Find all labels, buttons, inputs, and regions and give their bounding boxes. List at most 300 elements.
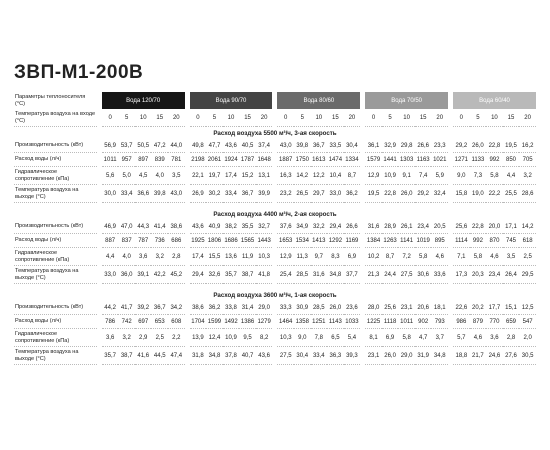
table-cell: 1169	[344, 234, 361, 248]
table-cell: 793	[431, 315, 448, 329]
table-cell: 38,6	[168, 220, 185, 234]
table-cell: 36,0	[118, 266, 135, 284]
temp-header: 0	[102, 109, 119, 127]
table-cell: 21,3	[365, 266, 382, 284]
table-cell: 986	[453, 315, 470, 329]
table-cell: 1011	[398, 315, 415, 329]
table-cell: 10,3	[256, 248, 273, 266]
table-cell: 6,9	[382, 329, 399, 347]
table-cell: 37,4	[256, 139, 273, 153]
temp-header: 0	[365, 109, 382, 127]
table-cell: 9,5	[239, 329, 256, 347]
table-cell: 837	[118, 234, 135, 248]
temp-header: 20	[431, 109, 448, 127]
table-cell: 20,5	[431, 220, 448, 234]
table-cell: 27,5	[277, 347, 294, 365]
temp-header: 10	[398, 109, 415, 127]
table-cell: 29,2	[415, 185, 432, 203]
table-cell: 25,5	[503, 185, 520, 203]
table-cell: 23,4	[486, 266, 503, 284]
table-cell: 41,6	[135, 347, 152, 365]
table-cell: 1924	[223, 153, 240, 167]
table-cell: 25,6	[453, 220, 470, 234]
table-cell: 22,8	[470, 220, 487, 234]
table-cell: 24,6	[486, 347, 503, 365]
table-cell: 736	[151, 234, 168, 248]
page-title: ЗВП-М1-200В	[14, 62, 144, 83]
table-cell: 23,4	[415, 220, 432, 234]
table-cell: 3,7	[431, 329, 448, 347]
table-cell: 1386	[239, 315, 256, 329]
table-cell: 31,6	[311, 266, 328, 284]
temp-header: 10	[223, 109, 240, 127]
table-cell: 44,3	[135, 220, 152, 234]
temp-header: 0	[190, 109, 207, 127]
table-cell: 17,4	[190, 248, 207, 266]
table-cell: 3,6	[486, 329, 503, 347]
table-cell: 4,6	[486, 248, 503, 266]
table-cell: 7,4	[415, 167, 432, 185]
table-cell: 32,6	[206, 266, 223, 284]
table-cell: 33,5	[327, 139, 344, 153]
table-cell: 3,5	[503, 248, 520, 266]
table-cell: 8,1	[365, 329, 382, 347]
table-cell: 39,1	[135, 266, 152, 284]
table-cell: 992	[470, 234, 487, 248]
table-row	[14, 315, 536, 329]
table-cell: 46,9	[102, 220, 119, 234]
table-cell: 36,2	[206, 301, 223, 315]
table-cell: 20,3	[470, 266, 487, 284]
table-cell: 2198	[190, 153, 207, 167]
table-cell: 8,7	[382, 248, 399, 266]
table-cell: 32,9	[382, 139, 399, 153]
table-cell: 32,2	[311, 220, 328, 234]
spec-table	[14, 92, 536, 365]
table-cell: 33,0	[327, 185, 344, 203]
table-cell: 608	[168, 315, 185, 329]
table-cell: 25,6	[382, 301, 399, 315]
table-cell: 9,0	[453, 167, 470, 185]
table-cell: 28,5	[294, 266, 311, 284]
table-cell: 1441	[382, 153, 399, 167]
table-cell: 879	[470, 315, 487, 329]
table-cell: 22,8	[382, 185, 399, 203]
table-cell: 17,1	[503, 220, 520, 234]
table-row	[14, 220, 536, 234]
table-cell: 28,9	[382, 220, 399, 234]
table-cell: 11,9	[239, 248, 256, 266]
table-cell: 34,9	[294, 220, 311, 234]
table-cell: 27,6	[503, 347, 520, 365]
table-cell: 28,0	[365, 301, 382, 315]
table-cell: 5,7	[453, 329, 470, 347]
table-cell: 43,0	[168, 185, 185, 203]
water-header: Вода 120/70	[102, 92, 185, 109]
table-cell: 2,0	[519, 329, 536, 347]
table-cell: 40,5	[239, 139, 256, 153]
table-cell: 5,8	[486, 167, 503, 185]
table-cell: 1648	[256, 153, 273, 167]
table-cell: 1263	[382, 234, 399, 248]
table-cell: 30,9	[294, 301, 311, 315]
table-cell: 29,2	[453, 139, 470, 153]
row-label: Гидравлическое сопротивление (кПа)	[14, 167, 97, 185]
table-cell: 36,7	[311, 139, 328, 153]
table-cell: 53,7	[118, 139, 135, 153]
table-cell: 618	[519, 234, 536, 248]
table-cell: 2,8	[168, 248, 185, 266]
table-cell: 870	[486, 234, 503, 248]
table-cell: 28,5	[311, 301, 328, 315]
table-cell: 47,7	[206, 139, 223, 153]
temp-header: 15	[415, 109, 432, 127]
table-row	[14, 329, 536, 347]
table-cell: 10,4	[327, 167, 344, 185]
table-cell: 38,7	[118, 347, 135, 365]
row-label: Температура воздуха на выходе (°С)	[14, 266, 97, 284]
table-cell: 1163	[415, 153, 432, 167]
table-cell: 15,2	[239, 167, 256, 185]
table-cell: 34,2	[168, 301, 185, 315]
table-cell: 50,5	[135, 139, 152, 153]
temp-header: 15	[151, 109, 168, 127]
table-cell: 16,3	[277, 167, 294, 185]
table-cell: 1279	[256, 315, 273, 329]
table-cell: 36,1	[365, 139, 382, 153]
table-cell: 20,2	[470, 301, 487, 315]
table-cell: 43,6	[190, 220, 207, 234]
row-label: Расход воды (л/ч)	[14, 315, 97, 329]
table-row	[14, 248, 536, 266]
table-cell: 36,6	[135, 185, 152, 203]
table-cell: 39,9	[256, 185, 273, 203]
row-label: Производительность (кВт)	[14, 139, 97, 153]
table-cell: 17,7	[486, 301, 503, 315]
row-label: Температура воздуха на выходе (°С)	[14, 347, 97, 365]
table-cell: 34,8	[431, 347, 448, 365]
table-row	[14, 185, 536, 203]
table-cell: 44,0	[168, 139, 185, 153]
table-cell: 33,6	[431, 266, 448, 284]
table-cell: 2,9	[135, 329, 152, 347]
table-cell: 15,8	[453, 185, 470, 203]
table-cell: 22,1	[190, 167, 207, 185]
section-title: Расход воздуха 5500 м³/ч, 3-ая скорость	[213, 129, 337, 137]
table-cell: 1474	[327, 153, 344, 167]
table-cell: 29,4	[327, 220, 344, 234]
table-cell: 23,3	[431, 139, 448, 153]
table-cell: 47,4	[168, 347, 185, 365]
params-label: Параметры теплоносителя (°С)	[15, 94, 86, 107]
table-cell: 1358	[294, 315, 311, 329]
table-cell: 1292	[327, 234, 344, 248]
table-cell: 887	[102, 234, 119, 248]
table-cell: 28,6	[519, 185, 536, 203]
table-cell: 33,8	[223, 301, 240, 315]
table-cell: 56,9	[102, 139, 119, 153]
table-cell: 686	[168, 234, 185, 248]
table-cell: 33,4	[223, 185, 240, 203]
table-cell: 7,1	[453, 248, 470, 266]
table-cell: 27,5	[398, 266, 415, 284]
table-cell: 2,8	[503, 329, 520, 347]
table-cell: 13,1	[256, 167, 273, 185]
table-cell: 23,6	[344, 301, 361, 315]
table-cell: 12,5	[519, 301, 536, 315]
table-cell: 1565	[239, 234, 256, 248]
table-cell: 1019	[415, 234, 432, 248]
table-cell: 29,4	[190, 266, 207, 284]
row-label: Расход воды (л/ч)	[14, 153, 97, 167]
table-cell: 786	[102, 315, 119, 329]
table-cell: 37,6	[277, 220, 294, 234]
table-cell: 2,2	[168, 329, 185, 347]
table-cell: 49,8	[190, 139, 207, 153]
table-cell: 23,1	[365, 347, 382, 365]
table-row	[14, 234, 536, 248]
table-cell: 770	[486, 315, 503, 329]
table-cell: 1133	[470, 153, 487, 167]
table-cell: 3,2	[118, 329, 135, 347]
table-cell: 2,5	[519, 248, 536, 266]
temp-header: 0	[453, 109, 470, 127]
table-cell: 10,9	[382, 167, 399, 185]
temp-header: 20	[168, 109, 185, 127]
table-cell: 41,7	[118, 301, 135, 315]
table-cell: 1925	[190, 234, 207, 248]
water-header: Вода 70/50	[365, 92, 448, 109]
table-cell: 32,7	[256, 220, 273, 234]
table-cell: 19,5	[503, 139, 520, 153]
table-cell: 7,8	[311, 329, 328, 347]
table-cell: 4,5	[135, 167, 152, 185]
table-cell: 4,0	[151, 167, 168, 185]
table-cell: 1806	[206, 234, 223, 248]
table-cell: 22,8	[486, 139, 503, 153]
table-cell: 26,9	[190, 185, 207, 203]
table-cell: 26,4	[503, 266, 520, 284]
table-row	[14, 301, 536, 315]
table-cell: 1413	[311, 234, 328, 248]
table-cell: 43,0	[277, 139, 294, 153]
table-row	[14, 347, 536, 365]
table-cell: 34,8	[327, 266, 344, 284]
water-header: Вода 60/40	[453, 92, 536, 109]
table-cell: 26,0	[470, 139, 487, 153]
table-cell: 9,7	[311, 248, 328, 266]
temp-header: 0	[277, 109, 294, 127]
table-cell: 36,7	[239, 185, 256, 203]
table-cell: 10,9	[223, 329, 240, 347]
table-cell: 5,0	[118, 167, 135, 185]
table-cell: 957	[118, 153, 135, 167]
table-cell: 42,2	[151, 266, 168, 284]
table-cell: 12,9	[365, 167, 382, 185]
table-cell: 37,7	[344, 266, 361, 284]
table-cell: 2,5	[151, 329, 168, 347]
table-cell: 47,2	[151, 139, 168, 153]
table-cell: 22,6	[453, 301, 470, 315]
table-cell: 21,7	[470, 347, 487, 365]
table-cell: 30,2	[206, 185, 223, 203]
table-cell: 33,4	[311, 347, 328, 365]
table-cell: 44,5	[151, 347, 168, 365]
table-cell: 1579	[365, 153, 382, 167]
table-cell: 19,7	[206, 167, 223, 185]
table-cell: 29,5	[519, 266, 536, 284]
table-cell: 35,7	[102, 347, 119, 365]
table-cell: 13,9	[190, 329, 207, 347]
table-cell: 37,8	[223, 347, 240, 365]
table-row	[14, 167, 536, 185]
table-cell: 22,2	[486, 185, 503, 203]
table-cell: 1686	[223, 234, 240, 248]
temp-header: 20	[256, 109, 273, 127]
table-cell: 10,2	[365, 248, 382, 266]
table-cell: 8,3	[327, 248, 344, 266]
table-cell: 43,6	[223, 139, 240, 153]
temp-header: 5	[470, 109, 487, 127]
table-cell: 15,5	[206, 248, 223, 266]
inlet-temp-label: Температура воздуха на входе (°С)	[14, 109, 97, 127]
temp-header: 5	[118, 109, 135, 127]
table-cell: 26,5	[294, 185, 311, 203]
table-cell: 787	[135, 234, 152, 248]
table-cell: 39,8	[151, 185, 168, 203]
table-cell: 25,4	[277, 266, 294, 284]
table-cell: 10,3	[277, 329, 294, 347]
table-cell: 5,8	[398, 329, 415, 347]
temp-header: 10	[135, 109, 152, 127]
table-cell: 26,1	[398, 220, 415, 234]
table-cell: 36,7	[151, 301, 168, 315]
table-cell: 850	[503, 153, 520, 167]
table-cell: 5,9	[431, 167, 448, 185]
table-cell: 781	[168, 153, 185, 167]
table-cell: 26,0	[382, 347, 399, 365]
table-row	[14, 153, 536, 167]
table-cell: 38,6	[190, 301, 207, 315]
table-cell: 2061	[206, 153, 223, 167]
table-cell: 40,9	[206, 220, 223, 234]
table-cell: 45,2	[168, 266, 185, 284]
table-cell: 1251	[311, 315, 328, 329]
water-header: Вода 90/70	[190, 92, 273, 109]
table-cell: 1613	[311, 153, 328, 167]
table-cell: 11,3	[294, 248, 311, 266]
table-cell: 1271	[453, 153, 470, 167]
table-cell: 38,7	[239, 266, 256, 284]
table-cell: 1750	[294, 153, 311, 167]
table-cell: 12,2	[311, 167, 328, 185]
table-cell: 39,2	[135, 301, 152, 315]
table-cell: 705	[519, 153, 536, 167]
table-cell: 18,8	[453, 347, 470, 365]
table-cell: 1011	[102, 153, 119, 167]
row-label: Расход воды (л/ч)	[14, 234, 97, 248]
table-cell: 31,4	[239, 301, 256, 315]
table-cell: 1887	[277, 153, 294, 167]
table-cell: 43,6	[256, 347, 273, 365]
table-cell: 16,2	[519, 139, 536, 153]
table-cell: 31,8	[190, 347, 207, 365]
table-cell: 14,2	[294, 167, 311, 185]
table-cell: 41,4	[151, 220, 168, 234]
table-cell: 7,3	[470, 167, 487, 185]
table-cell: 32,4	[431, 185, 448, 203]
row-label: Гидравлическое сопротивление (кПа)	[14, 329, 97, 347]
table-cell: 17,4	[223, 167, 240, 185]
table-cell: 29,8	[398, 139, 415, 153]
table-cell: 15,1	[503, 301, 520, 315]
table-cell: 697	[135, 315, 152, 329]
table-cell: 659	[503, 315, 520, 329]
table-cell: 1021	[431, 153, 448, 167]
table-cell: 1653	[277, 234, 294, 248]
table-cell: 30,4	[344, 139, 361, 153]
table-cell: 24,4	[382, 266, 399, 284]
table-cell: 745	[503, 234, 520, 248]
temp-header: 15	[327, 109, 344, 127]
table-cell: 19,0	[470, 185, 487, 203]
table-cell: 1303	[398, 153, 415, 167]
table-cell: 33,0	[102, 266, 119, 284]
table-cell: 4,6	[470, 329, 487, 347]
table-cell: 35,7	[223, 266, 240, 284]
table-cell: 38,2	[223, 220, 240, 234]
temp-header: 10	[486, 109, 503, 127]
table-cell: 1143	[327, 315, 344, 329]
table-cell: 3,2	[519, 167, 536, 185]
table-cell: 4,6	[431, 248, 448, 266]
table-cell: 23,2	[277, 185, 294, 203]
temp-header: 5	[382, 109, 399, 127]
water-header: Вода 80/60	[277, 92, 360, 109]
temp-header: 5	[206, 109, 223, 127]
row-label: Производительность (кВт)	[14, 220, 97, 234]
table-cell: 4,4	[503, 167, 520, 185]
table-cell: 47,0	[118, 220, 135, 234]
table-cell: 12,4	[206, 329, 223, 347]
temp-header: 20	[519, 109, 536, 127]
table-cell: 26,6	[415, 139, 432, 153]
table-cell: 19,5	[365, 185, 382, 203]
temp-header: 10	[311, 109, 328, 127]
table-cell: 4,4	[102, 248, 119, 266]
table-cell: 1384	[365, 234, 382, 248]
table-cell: 547	[519, 315, 536, 329]
table-cell: 44,2	[102, 301, 119, 315]
table-cell: 17,3	[453, 266, 470, 284]
table-cell: 18,1	[431, 301, 448, 315]
table-cell: 30,6	[415, 266, 432, 284]
table-cell: 35,5	[239, 220, 256, 234]
table-cell: 23,1	[398, 301, 415, 315]
section-title: Расход воздуха 4400 м³/ч, 2-ая скорость	[213, 210, 337, 218]
temp-header: 15	[239, 109, 256, 127]
table-cell: 5,6	[102, 167, 119, 185]
table-cell: 897	[135, 153, 152, 167]
table-cell: 39,8	[294, 139, 311, 153]
table-cell: 6,9	[344, 248, 361, 266]
table-cell: 14,2	[519, 220, 536, 234]
table-cell: 1787	[239, 153, 256, 167]
table-cell: 5,8	[470, 248, 487, 266]
table-cell: 26,0	[327, 301, 344, 315]
table-cell: 26,6	[344, 220, 361, 234]
table-cell: 6,5	[327, 329, 344, 347]
